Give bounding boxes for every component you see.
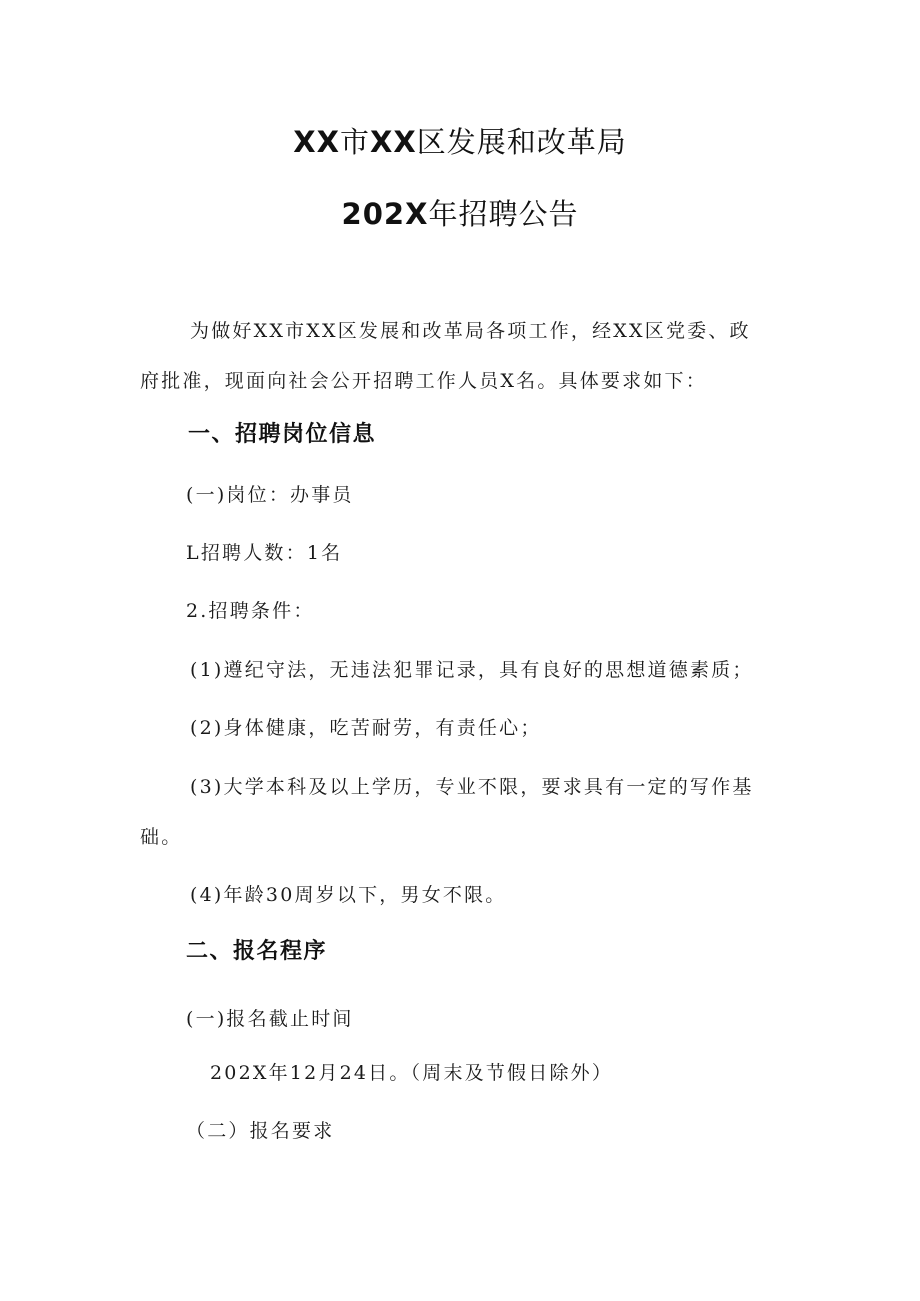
title-city-suffix: 市	[339, 125, 370, 159]
title-city-placeholder: XX	[293, 125, 340, 159]
condition-3-line-2: 础。	[140, 826, 183, 848]
title-announcement: 年招聘公告	[428, 197, 579, 231]
intro-paragraph-line-2: 府批准，现面向社会公开招聘工作人员X名。具体要求如下：	[140, 370, 707, 392]
deadline-label: (一)报名截止时间	[186, 1008, 354, 1030]
title-district-placeholder: XX	[370, 125, 417, 159]
title-year: 202X	[341, 197, 429, 231]
condition-3-line-1: (3)大学本科及以上学历，专业不限，要求具有一定的写作基	[190, 776, 754, 798]
deadline-value: 202X年12月24日。（周末及节假日除外）	[210, 1062, 614, 1084]
conditions-label: 2.招聘条件：	[186, 600, 315, 622]
condition-1: (1)遵纪守法，无违法犯罪记录，具有良好的思想道德素质；	[190, 659, 754, 681]
intro-paragraph-line-1: 为做好XX市XX区发展和改革局各项工作，经XX区党委、政	[190, 320, 751, 342]
title-bureau-name: 区发展和改革局	[416, 125, 627, 159]
document-title-line-2	[0, 196, 920, 232]
section-heading-registration: 二、报名程序	[186, 939, 328, 964]
section-heading-positions: 一、招聘岗位信息	[188, 422, 377, 447]
condition-4: (4)年龄30周岁以下，男女不限。	[190, 884, 507, 906]
recruit-count: L招聘人数：1名	[186, 542, 343, 564]
requirements-label: （二）报名要求	[186, 1120, 335, 1142]
position-title: (一)岗位：办事员	[186, 484, 354, 506]
condition-2: (2)身体健康，吃苦耐劳，有责任心；	[190, 717, 542, 739]
document-title-line-1	[0, 124, 920, 160]
